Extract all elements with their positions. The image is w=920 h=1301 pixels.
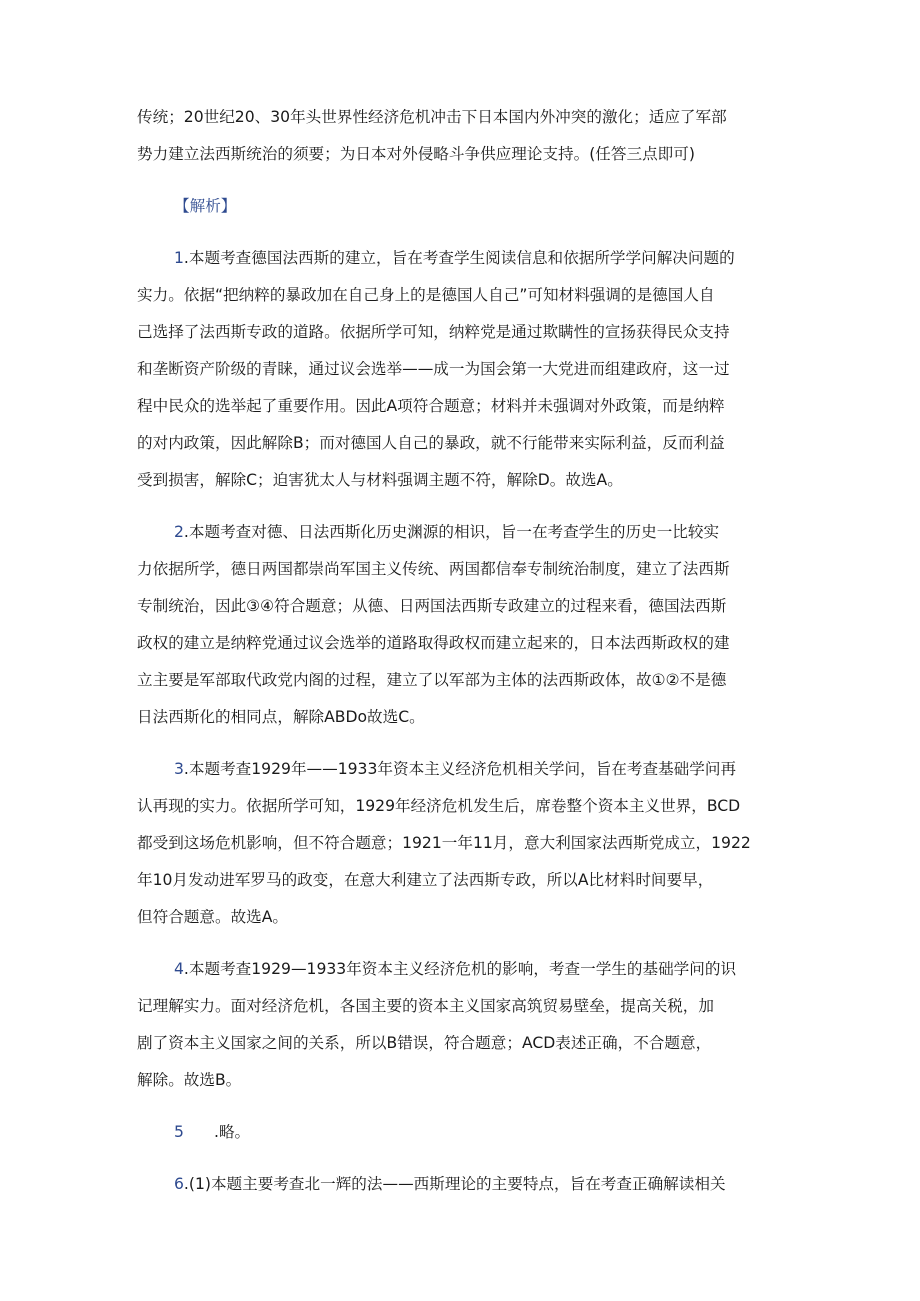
item-6-line-1: 6.(1)本题主要考查北一辉的法——西斯理论的主要特点，旨在考查正确解读相关 bbox=[174, 1175, 726, 1193]
item-2-line-2: 力依据所学，德日两国都崇尚军国主义传统、两国都信奉专制统治制度，建立了法西斯 bbox=[137, 560, 730, 578]
item-4-line-2: 记理解实力。面对经济危机，各国主要的资本主义国家高筑贸易壁垒，提高关税，加 bbox=[137, 997, 714, 1015]
item-1-line-3: 己选择了法西斯专政的道路。依据所学可知，纳粹党是通过欺瞒性的宣扬获得民众支持 bbox=[137, 323, 730, 341]
item-1-line-7: 受到损害，解除C；迫害犹太人与材料强调主题不符，解除D。故选A。 bbox=[137, 471, 623, 489]
item-3-number: 3 bbox=[174, 760, 184, 778]
item-3-line-1: 3.本题考查1929年——1933年资本主义经济危机相关学问，旨在考查基础学问再 bbox=[174, 760, 737, 778]
item-4-line-1: 4.本题考查1929—1933年资本主义经济危机的影响，考查一学生的基础学问的识 bbox=[174, 960, 737, 978]
item-5-line-1: 5 .略。 bbox=[174, 1123, 251, 1141]
item-4-number: 4 bbox=[174, 960, 184, 978]
item-5-number: 5 bbox=[174, 1123, 184, 1141]
item-1-line-4: 和垄断资产阶级的青睐，通过议会选举——成一为国会第一大党进而组建政府，这一过 bbox=[137, 360, 730, 378]
item-4-line-3: 剧了资本主义国家之间的关系，所以B错误，符合题意；ACD表述正确，不合题意， bbox=[137, 1034, 712, 1052]
item-3-line-5: 但符合题意。故选A。 bbox=[137, 908, 289, 926]
intro-line-2: 势力建立法西斯统治的须要；为日本对外侵略斗争供应理论支持。(任答三点即可) bbox=[137, 145, 695, 163]
intro-line-1: 传统；20世纪20、30年头世界性经济危机冲击下日本国内外冲突的激化；适应了军部 bbox=[137, 108, 727, 126]
item-1-line-1: 1.本题考查德国法西斯的建立，旨在考查学生阅读信息和依据所学学问解决问题的 bbox=[174, 249, 735, 267]
item-2-number: 2 bbox=[174, 523, 184, 541]
item-3-line-4: 年10月发动进军罗马的政变，在意大利建立了法西斯专政，所以A比材料时间要早， bbox=[137, 871, 714, 889]
item-4-line-4: 解除。故选B。 bbox=[137, 1071, 242, 1089]
item-1-line-2: 实力。依据“把纳粹的暴政加在自己身上的是德国人自己”可知材料强调的是德国人自 bbox=[137, 286, 715, 304]
item-2-line-4: 政权的建立是纳粹党通过议会选举的道路取得政权而建立起来的，日本法西斯政权的建 bbox=[137, 634, 730, 652]
item-2-line-3: 专制统治，因此③④符合题意；从德、日两国法西斯专政建立的过程来看，德国法西斯 bbox=[137, 597, 727, 615]
item-1-line-5: 程中民众的选举起了重要作用。因此A项符合题意；材料并未强调对外政策，而是纳粹 bbox=[137, 397, 725, 415]
item-3-line-2: 认再现的实力。依据所学可知，1929年经济危机发生后，席卷整个资本主义世界，BCD bbox=[137, 797, 741, 815]
item-2-line-1: 2.本题考查对德、日法西斯化历史渊源的相识，旨一在考查学生的历史一比较实 bbox=[174, 523, 720, 541]
analysis-heading: 【解析】 bbox=[174, 197, 237, 215]
item-3-line-3: 都受到这场危机影响，但不符合题意；1921一年11月，意大利国家法西斯党成立，1922 bbox=[137, 834, 751, 852]
item-1-number: 1 bbox=[174, 249, 184, 267]
item-2-line-5: 立主要是军部取代政党内阁的过程，建立了以军部为主体的法西斯政体，故①②不是德 bbox=[137, 671, 727, 689]
item-2-line-6: 日法西斯化的相同点，解除ABDo故选C。 bbox=[137, 708, 425, 726]
item-1-line-6: 的对内政策，因此解除B；而对德国人自己的暴政，就不行能带来实际利益，反而利益 bbox=[137, 434, 725, 452]
item-6-number: 6 bbox=[174, 1175, 184, 1193]
